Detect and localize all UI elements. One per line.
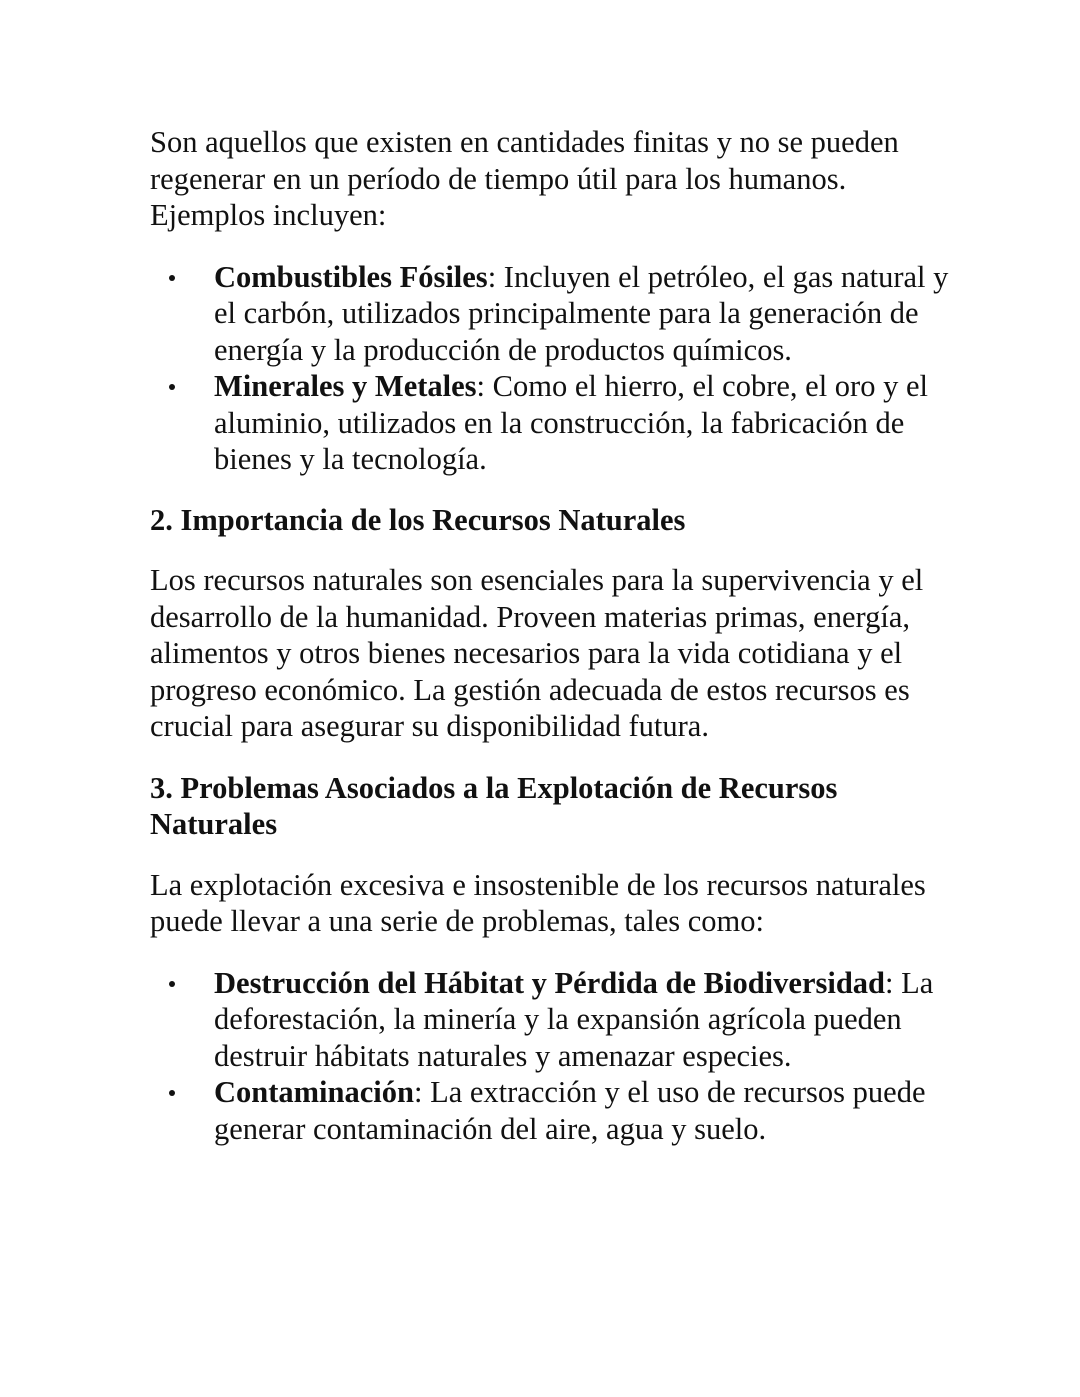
list-item-term: Destrucción del Hábitat y Pérdida de Biodiversidad — [214, 965, 885, 1000]
problems-list — [150, 965, 950, 1148]
list-item-term: Minerales y Metales — [214, 369, 477, 403]
bullet-icon — [169, 981, 175, 987]
list-item — [150, 368, 950, 478]
list-item — [150, 259, 950, 369]
list-item-description: : La deforestación, la minería y la expansión agrícola pueden destruir hábitats naturales y amenazar especies. — [214, 965, 934, 1073]
list-item-description: : La extracción y el uso de recursos puede generar contaminación del aire, agua y suelo. — [214, 1075, 926, 1146]
list-item-description: : Como el hierro, el cobre, el oro y el aluminio, utilizados en la construcción, la fabricación de bienes y la tecnología. — [214, 369, 928, 476]
bullet-icon — [169, 1090, 175, 1096]
section-3-heading: 3. Problemas Asociados a la Explotación de Recursos Naturales — [150, 770, 838, 841]
bullet-icon — [169, 275, 175, 281]
section-2-heading: 2. Importancia de los Recursos Naturales — [150, 502, 686, 537]
document-page — [150, 124, 950, 1147]
list-item-term: Combustibles Fósiles — [214, 259, 488, 294]
list-item — [150, 1074, 950, 1147]
intro-paragraph: Son aquellos que existen en cantidades finitas y no se pueden regenerar en un período de tiempo útil para los humanos. Ejemplos incluyen: — [150, 125, 899, 232]
list-item-description: : Incluyen el petróleo, el gas natural y el carbón, utilizados principalmente para la generación de energía y la producción de productos químicos. — [214, 259, 949, 367]
section-3-paragraph: La explotación excesiva e insostenible de los recursos naturales puede llevar a una serie de problemas, tales como: — [150, 867, 926, 938]
bullet-icon — [169, 384, 175, 390]
list-item — [150, 965, 950, 1075]
nonrenewable-examples-list — [150, 259, 950, 478]
list-item-term: Contaminación — [214, 1075, 414, 1109]
section-2-paragraph: Los recursos naturales son esenciales para la supervivencia y el desarrollo de la humanidad. Proveen materias primas, energía, alimentos y otros bienes necesarios para la vida cotidiana y el progreso económico. La gestión adecuada de estos recursos es crucial para asegurar su disponibilidad futura. — [150, 563, 924, 743]
